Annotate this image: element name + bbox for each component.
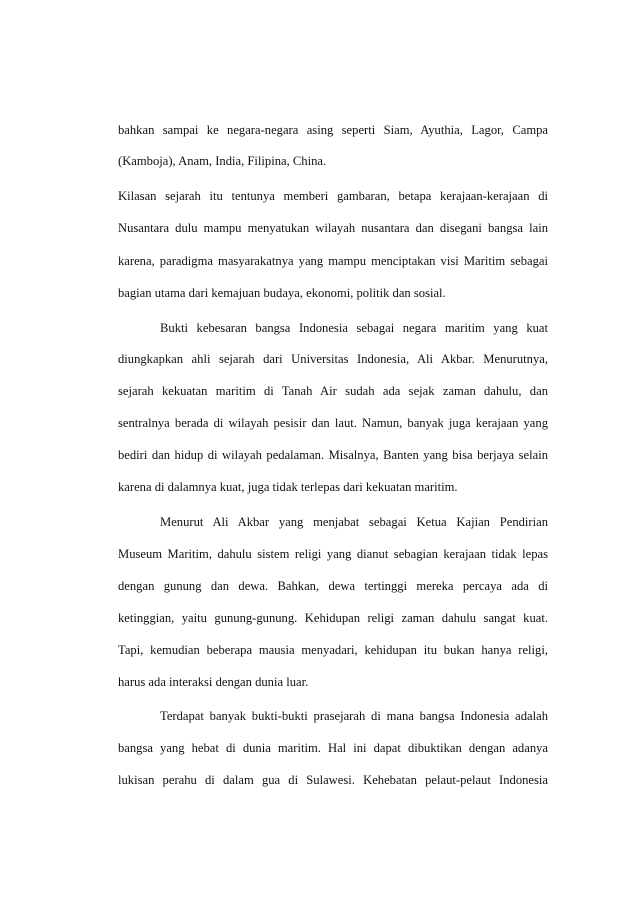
text-line: Kilasan sejarah itu tentunya memberi gambaran, betapa kerajaan-kerajaan di [118, 189, 548, 203]
text-line: diungkapkan ahli sejarah dari Universitas Indonesia, Ali Akbar. Menurutnya, [118, 352, 548, 366]
text-line: sejarah kekuatan maritim di Tanah Air sudah ada sejak zaman dahulu, dan [118, 384, 548, 398]
text-line: Nusantara dulu mampu menyatukan wilayah nusantara dan disegani bangsa lain [118, 221, 548, 235]
text-line: Bukti kebesaran bangsa Indonesia sebagai negara maritim yang kuat [160, 321, 548, 335]
text-line: dengan gunung dan dewa. Bahkan, dewa tertinggi mereka percaya ada di [118, 579, 548, 593]
text-line: Terdapat banyak bukti-bukti prasejarah di mana bangsa Indonesia adalah [160, 709, 548, 723]
text-line: bagian utama dari kemajuan budaya, ekonomi, politik dan sosial. [118, 286, 446, 300]
text-line: bahkan sampai ke negara-negara asing seperti Siam, Ayuthia, Lagor, Campa [118, 123, 548, 137]
text-line: lukisan perahu di dalam gua di Sulawesi. Kehebatan pelaut-pelaut Indonesia [118, 773, 548, 787]
text-line: Menurut Ali Akbar yang menjabat sebagai Ketua Kajian Pendirian [160, 515, 548, 529]
text-line: bangsa yang hebat di dunia maritim. Hal ini dapat dibuktikan dengan adanya [118, 741, 548, 755]
text-line: sentralnya berada di wilayah pesisir dan laut. Namun, banyak juga kerajaan yang [118, 416, 548, 430]
text-line: (Kamboja), Anam, India, Filipina, China. [118, 154, 327, 168]
text-line: Museum Maritim, dahulu sistem religi yang dianut sebagian kerajaan tidak lepas [118, 547, 548, 561]
text-line: bediri dan hidup di wilayah pedalaman. Misalnya, Banten yang bisa berjaya selain [118, 448, 548, 462]
text-line: karena, paradigma masyarakatnya yang mampu menciptakan visi Maritim sebagai [118, 254, 548, 268]
text-line: karena di dalamnya kuat, juga tidak terlepas dari kekuatan maritim. [118, 480, 458, 494]
text-line: ketinggian, yaitu gunung-gunung. Kehidupan religi zaman dahulu sangat kuat. [118, 611, 548, 625]
text-line: Tapi, kemudian beberapa mausia menyadari, kehidupan itu bukan hanya religi, [118, 643, 548, 657]
text-line: harus ada interaksi dengan dunia luar. [118, 675, 309, 689]
